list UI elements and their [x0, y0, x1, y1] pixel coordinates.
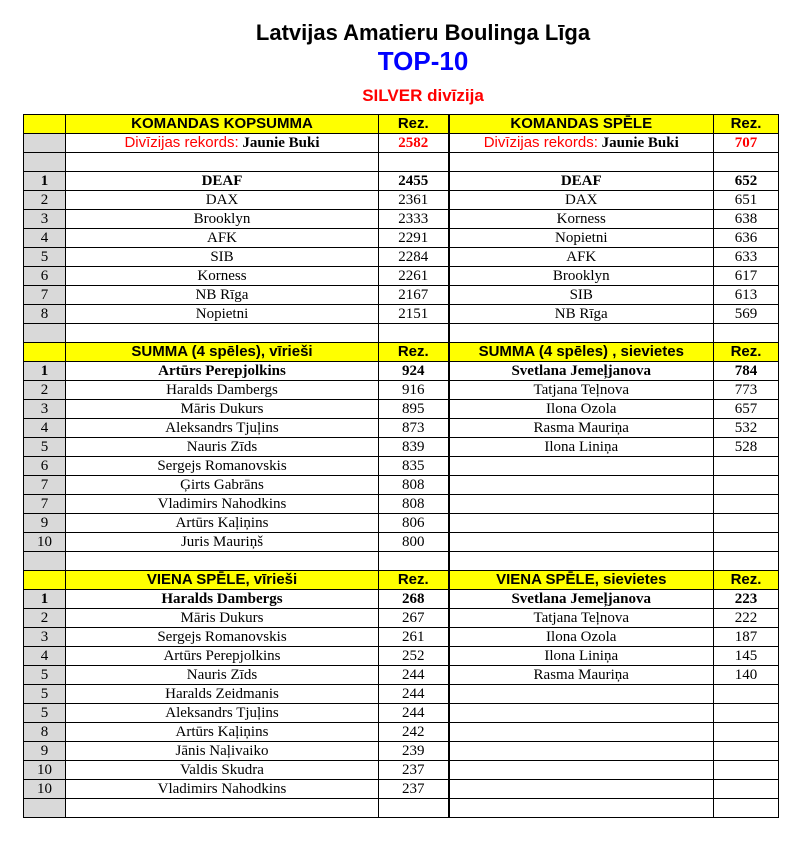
division-record-row: [24, 134, 779, 153]
left-name-cell: Sergejs Romanovskis: [66, 457, 379, 476]
table-row: [24, 742, 779, 761]
rank-cell: 10: [24, 533, 66, 552]
rank-cell: 5: [24, 438, 66, 457]
rank-cell: 1: [24, 172, 66, 191]
right-score-cell: 222: [714, 609, 779, 628]
left-score-cell: 839: [379, 438, 449, 457]
rank-cell: 3: [24, 210, 66, 229]
right-name-cell: Rasma Mauriņa: [449, 666, 714, 685]
rank-header-cell: [24, 571, 66, 590]
left-name-cell: Artūrs Kaļiņins: [66, 514, 379, 533]
rank-cell: [24, 134, 66, 153]
rank-cell: 6: [24, 457, 66, 476]
rank-cell: 9: [24, 514, 66, 533]
table-row: [24, 514, 779, 533]
table-row: [24, 400, 779, 419]
rank-header-cell: [24, 343, 66, 362]
table-row: [24, 381, 779, 400]
right-name-cell: [449, 533, 714, 552]
right-score-cell: 569: [714, 305, 779, 324]
rez-header: Rez.: [379, 571, 449, 590]
left-name-cell: Sergejs Romanovskis: [66, 628, 379, 647]
table-row: [24, 305, 779, 324]
rank-cell: 2: [24, 381, 66, 400]
right-name-cell: Rasma Mauriņa: [449, 419, 714, 438]
team-total-title: KOMANDAS KOPSUMMA: [66, 115, 379, 134]
right-score-cell: 651: [714, 191, 779, 210]
left-name-cell: Jānis Naļivaiko: [66, 742, 379, 761]
rank-cell: 8: [24, 305, 66, 324]
table-row: [24, 286, 779, 305]
left-score-cell: 2291: [379, 229, 449, 248]
left-score-cell: 808: [379, 476, 449, 495]
right-name-cell: Nopietni: [449, 229, 714, 248]
rez-header: Rez.: [714, 115, 779, 134]
rez-header: Rez.: [714, 343, 779, 362]
left-score-cell: 873: [379, 419, 449, 438]
right-name-cell: SIB: [449, 286, 714, 305]
rank-cell: 7: [24, 476, 66, 495]
rank-cell: 1: [24, 362, 66, 381]
left-name-cell: Valdis Skudra: [66, 761, 379, 780]
right-name-cell: NB Rīga: [449, 305, 714, 324]
right-name-cell: [449, 704, 714, 723]
right-name-cell: Ilona Ozola: [449, 628, 714, 647]
rez-header: Rez.: [379, 343, 449, 362]
right-name-cell: [449, 495, 714, 514]
left-name-cell: Aleksandrs Tjuļins: [66, 419, 379, 438]
right-score-cell: 617: [714, 267, 779, 286]
rank-cell: 5: [24, 685, 66, 704]
table-row: [24, 419, 779, 438]
left-name-cell: SIB: [66, 248, 379, 267]
left-score-cell: 806: [379, 514, 449, 533]
table-row: [24, 628, 779, 647]
right-name-cell: Brooklyn: [449, 267, 714, 286]
left-score-cell: 2455: [379, 172, 449, 191]
right-name-cell: [449, 761, 714, 780]
rez-header: Rez.: [714, 571, 779, 590]
right-score-cell: 784: [714, 362, 779, 381]
rez-header: Rez.: [379, 115, 449, 134]
left-score-cell: 2333: [379, 210, 449, 229]
right-name-cell: Ilona Liniņa: [449, 647, 714, 666]
right-name-cell: DAX: [449, 191, 714, 210]
rank-cell: 9: [24, 742, 66, 761]
left-score-cell: 2261: [379, 267, 449, 286]
left-score-cell: 895: [379, 400, 449, 419]
sum4-section-header: [24, 343, 779, 362]
left-score-cell: 808: [379, 495, 449, 514]
left-score-cell: 800: [379, 533, 449, 552]
left-score-cell: 2151: [379, 305, 449, 324]
rank-cell: 10: [24, 780, 66, 799]
record-label: Divīzijas rekords:: [124, 134, 239, 151]
record-team: Jaunie Buki: [601, 135, 679, 151]
table-row: [24, 476, 779, 495]
table-row: [24, 362, 779, 381]
rank-cell: 10: [24, 761, 66, 780]
rank-cell: 6: [24, 267, 66, 286]
right-name-cell: Tatjana Teļnova: [449, 609, 714, 628]
left-name-cell: Artūrs Perepjolkins: [66, 647, 379, 666]
left-name-cell: Haralds Zeidmanis: [66, 685, 379, 704]
left-score-cell: 237: [379, 780, 449, 799]
right-score-cell: 532: [714, 419, 779, 438]
left-name-cell: Artūrs Perepjolkins: [66, 362, 379, 381]
record-value: 707: [714, 134, 779, 153]
right-score-cell: 652: [714, 172, 779, 191]
rank-cell: 4: [24, 647, 66, 666]
left-name-cell: Māris Dukurs: [66, 609, 379, 628]
left-name-cell: DAX: [66, 191, 379, 210]
left-score-cell: 244: [379, 685, 449, 704]
right-name-cell: Svetlana Jemeļjanova: [449, 590, 714, 609]
spacer-row: [24, 552, 779, 571]
left-name-cell: Haralds Dambergs: [66, 590, 379, 609]
table-row: [24, 609, 779, 628]
table-row: [24, 723, 779, 742]
division-label: SILVER divīzija: [362, 86, 484, 105]
table-row: [24, 267, 779, 286]
right-score-cell: 657: [714, 400, 779, 419]
left-name-cell: Brooklyn: [66, 210, 379, 229]
right-score-cell: [714, 685, 779, 704]
right-score-cell: 636: [714, 229, 779, 248]
left-name-cell: Korness: [66, 267, 379, 286]
left-name-cell: DEAF: [66, 172, 379, 191]
rank-cell: 4: [24, 229, 66, 248]
right-name-cell: [449, 723, 714, 742]
spacer-row: [24, 799, 779, 818]
rank-cell: 4: [24, 419, 66, 438]
division-record-right: [449, 134, 714, 153]
left-name-cell: AFK: [66, 229, 379, 248]
men-title: VIENA SPĒLE, vīrieši: [66, 571, 379, 590]
spacer-row: [24, 153, 779, 172]
right-name-cell: Svetlana Jemeļjanova: [449, 362, 714, 381]
right-score-cell: 638: [714, 210, 779, 229]
table-row: [24, 457, 779, 476]
right-score-cell: [714, 476, 779, 495]
table-row: [24, 495, 779, 514]
page-title: Latvijas Amatieru Boulinga Līga: [255, 20, 591, 45]
rank-cell: 7: [24, 495, 66, 514]
left-name-cell: Artūrs Kaļiņins: [66, 723, 379, 742]
left-name-cell: Nopietni: [66, 305, 379, 324]
left-score-cell: 268: [379, 590, 449, 609]
record-value: 2582: [379, 134, 449, 153]
right-name-cell: Ilona Ozola: [449, 400, 714, 419]
rank-cell: 5: [24, 248, 66, 267]
table-row: [24, 191, 779, 210]
table-row: [24, 533, 779, 552]
table-row: [24, 685, 779, 704]
right-name-cell: DEAF: [449, 172, 714, 191]
right-score-cell: [714, 457, 779, 476]
right-score-cell: 613: [714, 286, 779, 305]
record-team: Jaunie Buki: [242, 135, 320, 151]
right-score-cell: 187: [714, 628, 779, 647]
left-name-cell: Aleksandrs Tjuļins: [66, 704, 379, 723]
team-game-title: KOMANDAS SPĒLE: [449, 115, 714, 134]
right-score-cell: [714, 742, 779, 761]
table-row: [24, 248, 779, 267]
rank-header-cell: [24, 115, 66, 134]
left-score-cell: 2361: [379, 191, 449, 210]
left-score-cell: 244: [379, 666, 449, 685]
right-name-cell: [449, 685, 714, 704]
left-name-cell: Nauris Zīds: [66, 666, 379, 685]
rank-cell: 1: [24, 590, 66, 609]
table-row: [24, 172, 779, 191]
left-name-cell: Māris Dukurs: [66, 400, 379, 419]
table-row: [24, 210, 779, 229]
right-score-cell: [714, 780, 779, 799]
left-name-cell: NB Rīga: [66, 286, 379, 305]
right-name-cell: [449, 476, 714, 495]
right-score-cell: 633: [714, 248, 779, 267]
left-score-cell: 244: [379, 704, 449, 723]
left-score-cell: 2284: [379, 248, 449, 267]
right-name-cell: Tatjana Teļnova: [449, 381, 714, 400]
right-score-cell: [714, 704, 779, 723]
right-score-cell: [714, 514, 779, 533]
left-name-cell: Ģirts Gabrāns: [66, 476, 379, 495]
right-name-cell: [449, 514, 714, 533]
table-row: [24, 438, 779, 457]
left-score-cell: 2167: [379, 286, 449, 305]
rank-cell: 2: [24, 609, 66, 628]
rank-cell: 8: [24, 723, 66, 742]
right-score-cell: 528: [714, 438, 779, 457]
spacer-row: [24, 324, 779, 343]
left-score-cell: 252: [379, 647, 449, 666]
right-name-cell: Ilona Liniņa: [449, 438, 714, 457]
women-title: SUMMA (4 spēles) , sievietes: [449, 343, 714, 362]
right-name-cell: AFK: [449, 248, 714, 267]
standings-table: [23, 114, 779, 818]
right-score-cell: [714, 533, 779, 552]
left-name-cell: Vladimirs Nahodkins: [66, 780, 379, 799]
left-score-cell: 261: [379, 628, 449, 647]
right-score-cell: [714, 723, 779, 742]
left-score-cell: 835: [379, 457, 449, 476]
rank-cell: 3: [24, 628, 66, 647]
left-score-cell: 267: [379, 609, 449, 628]
rank-cell: 5: [24, 704, 66, 723]
table-row: [24, 590, 779, 609]
rank-cell: 3: [24, 400, 66, 419]
women-title: VIENA SPĒLE, sievietes: [449, 571, 714, 590]
right-score-cell: 773: [714, 381, 779, 400]
left-score-cell: 242: [379, 723, 449, 742]
right-name-cell: Korness: [449, 210, 714, 229]
table-row: [24, 647, 779, 666]
left-score-cell: 916: [379, 381, 449, 400]
right-score-cell: 223: [714, 590, 779, 609]
page-subtitle: TOP-10: [377, 46, 469, 76]
record-label: Divīzijas rekords:: [483, 134, 598, 151]
right-score-cell: 140: [714, 666, 779, 685]
left-score-cell: 237: [379, 761, 449, 780]
right-score-cell: [714, 761, 779, 780]
right-name-cell: [449, 457, 714, 476]
left-name-cell: Juris Mauriņš: [66, 533, 379, 552]
left-name-cell: Nauris Zīds: [66, 438, 379, 457]
right-score-cell: [714, 495, 779, 514]
table-row: [24, 229, 779, 248]
right-name-cell: [449, 742, 714, 761]
right-name-cell: [449, 780, 714, 799]
table-row: [24, 666, 779, 685]
rank-cell: 2: [24, 191, 66, 210]
men-title: SUMMA (4 spēles), vīrieši: [66, 343, 379, 362]
table-row: [24, 704, 779, 723]
rank-cell: 5: [24, 666, 66, 685]
table-row: [24, 761, 779, 780]
left-name-cell: Vladimirs Nahodkins: [66, 495, 379, 514]
team-section-header: [24, 115, 779, 134]
single-game-section-header: [24, 571, 779, 590]
division-record-left: [66, 134, 379, 153]
left-score-cell: 239: [379, 742, 449, 761]
left-score-cell: 924: [379, 362, 449, 381]
table-row: [24, 780, 779, 799]
rank-cell: 7: [24, 286, 66, 305]
left-name-cell: Haralds Dambergs: [66, 381, 379, 400]
right-score-cell: 145: [714, 647, 779, 666]
